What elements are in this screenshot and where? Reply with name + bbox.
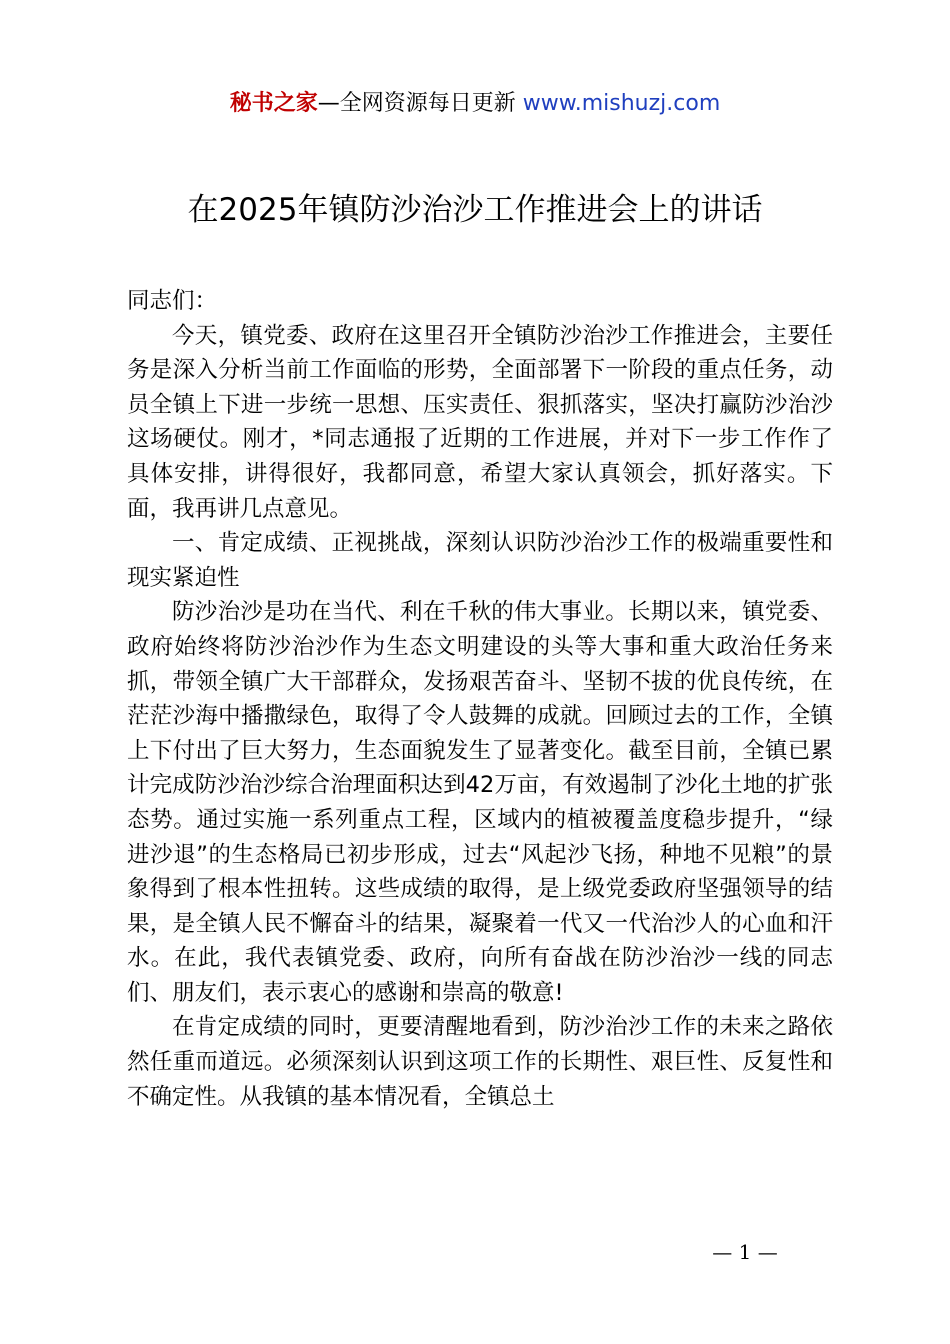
paragraph-achievements: 防沙治沙是功在当代、利在千秋的伟大事业。长期以来，镇党委、政府始终将防沙治沙作为生态文明建设的头等大事和重大政治任务来抓，带领全镇广大干部群众，发扬艰苦奋斗、坚韧不拔的优良传统，在茫茫沙海中播撒绿色，取得了令人鼓舞的成就。回顾过去的工作，全镇上下付出了巨大努力，生态面貌发生了显著变化。截至目前，全镇已累计完成防沙治沙综合治理面积达到42万亩，有效遏制了沙化土地的扩张态势。通过实施一系列重点工程，区域内的植被覆盖度稳步提升，“绿进沙退”的生态格局已初步形成，过去“风起沙飞扬，种地不见粮”的景象得到了根本性扭转。这些成绩的取得，是上级党委政府坚强领导的结果，是全镇人民不懈奋斗的结果，凝聚着一代又一代治沙人的心血和汗水。在此，我代表镇党委、政府，向所有奋战在防沙治沙一线的同志们、朋友们，表示衷心的感谢和崇高的敬意! — [127, 599, 833, 1006]
site-tagline: —全网资源每日更新 — [317, 91, 516, 116]
document-title: 在2025年镇防沙治沙工作推进会上的讲话 — [187, 192, 763, 228]
paragraph-intro: 今天，镇党委、政府在这里召开全镇防沙治沙工作推进会，主要任务是深入分析当前工作面临的形势，全面部署下一阶段的重点任务，动员全镇上下进一步统一思想、压实责任、狠抓落实，坚决打赢防沙治沙这场硬仗。刚才，*同志通报了近期的工作进展，并对下一步工作作了具体安排，讲得很好，我都同意，希望大家认真领会，抓好落实。下面，我再讲几点意见。 — [127, 322, 833, 522]
site-header-banner — [0, 88, 950, 120]
page-number: — 1 — — [712, 1240, 778, 1264]
salutation: 同志们： — [127, 288, 218, 314]
paragraph-challenges: 在肯定成绩的同时，更要清醒地看到，防沙治沙工作的未来之路依然任重而道远。必须深刻认识到这项工作的长期性、艰巨性、反复性和不确定性。从我镇的基本情况看，全镇总土 — [127, 1014, 833, 1110]
document-body — [127, 284, 833, 1114]
section-heading-1: 一、肯定成绩、正视挑战，深刻认识防沙治沙工作的极端重要性和现实紧迫性 — [127, 530, 833, 591]
site-brand-name: 秘书之家 — [229, 91, 318, 116]
site-url-link[interactable]: www.mishuzj.com — [522, 91, 721, 116]
